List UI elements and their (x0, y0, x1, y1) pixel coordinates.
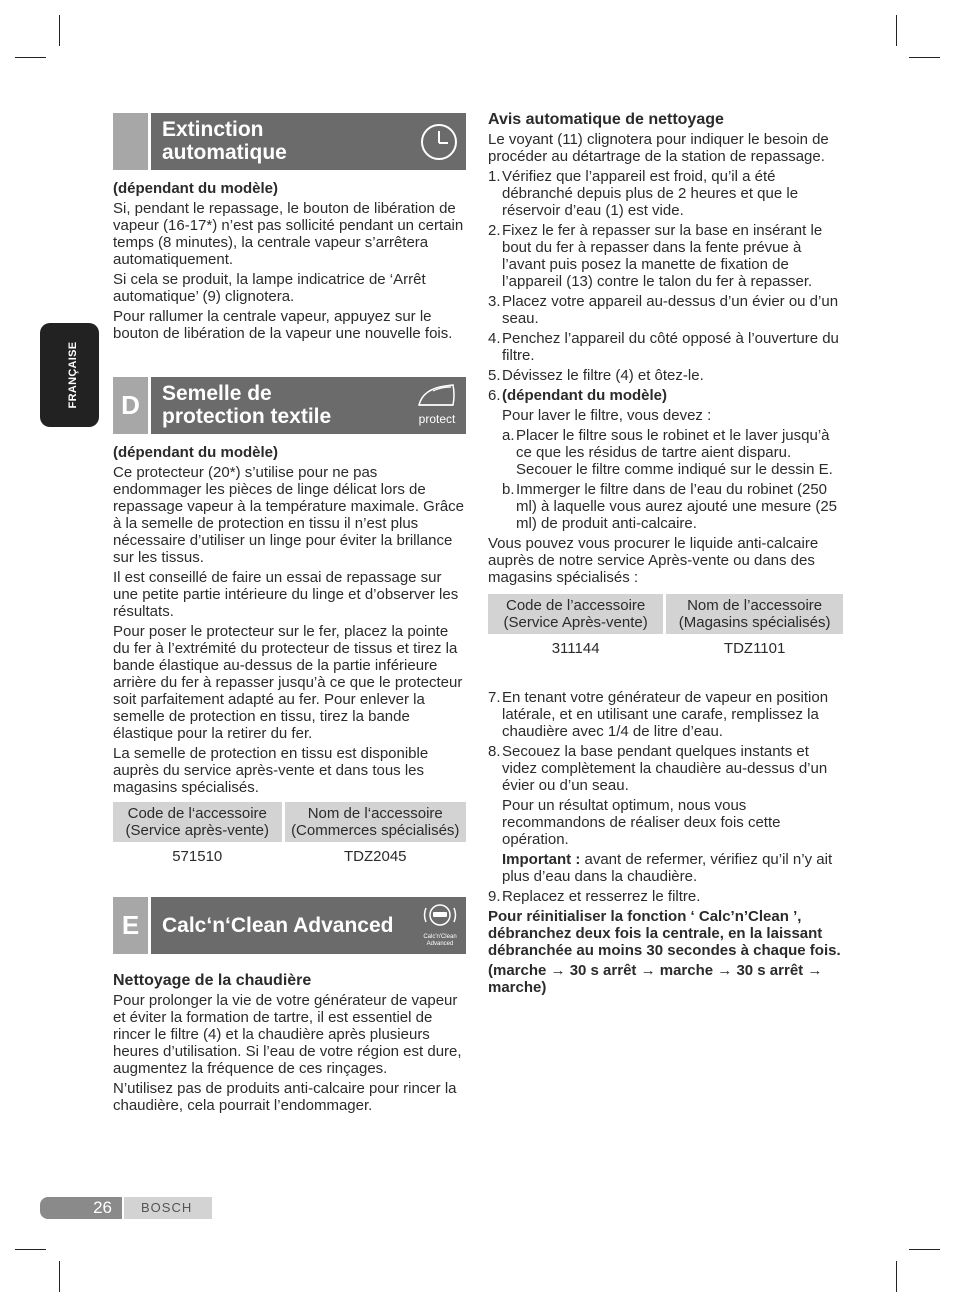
list-item (488, 888, 843, 905)
list-text: Replacez et resserrez le filtre. (502, 888, 701, 905)
list-number: 2. (488, 222, 501, 239)
reset-sequence: (marche → 30 s arrêt → marche → 30 s arrêt → marche) (488, 962, 823, 996)
list-item (488, 387, 843, 404)
list-text: Placer le filtre sous le robinet et le laver jusqu’à ce que les résidus de tartre aient disparu. Secouer le filtre comme indiqué sur le dessin E. (516, 427, 833, 478)
important-text: avant de refermer, vérifiez qu’il n’y ait plus d’eau dans la chaudière. (502, 851, 833, 885)
list-number: 7. (488, 689, 501, 706)
paragraph: Pour laver le filtre, vous devez : (502, 407, 712, 424)
list-item (488, 367, 843, 384)
section-e-title: Calc‘n‘Clean Advanced (162, 914, 394, 937)
brand-name: BOSCH (124, 1197, 212, 1219)
table-row (488, 634, 843, 663)
model-note: (dépendant du modèle) (113, 180, 278, 197)
left-column (113, 113, 466, 1117)
paragraph: Il est conseillé de faire un essai de repassage sur une petite partie intérieure du linge et d’observer les résultats. (113, 569, 459, 620)
crop-mark (896, 1261, 897, 1292)
crop-mark (896, 15, 897, 46)
table-cell: TDZ1101 (723, 640, 786, 657)
list-number: 4. (488, 330, 501, 347)
paragraph: Ce protecteur (20*) s’utilise pour ne pas endommager les pièces de linge délicat lors de repassage vapeur à la température maximale. Grâce à la semelle de protection en tissu il n’est plus nécessaire d’utiliser un linge pour éviter la brillance sur les tissus. (113, 464, 465, 566)
list-item (488, 222, 843, 290)
paragraph: Le voyant (11) clignotera pour indiquer le besoin de procéder au détartrage de la station de repassage. (488, 131, 829, 165)
section-subtitle: Nettoyage de la chaudière (113, 972, 312, 989)
paragraph: Vous pouvez vous procurer le liquide anti-calcaire auprès de notre service Après-vente ou dans des magasins spécialisés : (488, 535, 819, 586)
list-number: 3. (488, 293, 501, 310)
list-number: 8. (488, 743, 501, 760)
table-cell: 311144 (551, 640, 600, 657)
list-text: Immerger le filtre dans de l’eau du robinet (250 ml) à laquelle vous aurez ajouté une mesure (25 ml) de produit anti-calcaire. (516, 481, 838, 532)
paragraph: Si cela se produit, la lampe indicatrice de ‘Arrêt automatique’ (9) clignotera. (113, 271, 426, 305)
table-row (113, 842, 466, 871)
crop-mark (59, 1261, 60, 1292)
paragraph: Pour poser le protecteur sur le fer, placez la pointe du fer à l’extrémité du protecteur de tissus et tirez la bande élastique au-dessus de la partie inférieure arrière du fer à repasser jusqu’à ce que le protecteur soit parfaitement adapté au fer. Pour enlever la semelle de protection en tissu, tirez la bande élastique pour la retirer du fer. (113, 623, 463, 742)
section-c-letter-block (113, 113, 148, 170)
paragraph: Pour un résultat optimum, nous vous recommandons de réaliser deux fois cette opération. (502, 797, 781, 848)
clock-icon (417, 120, 461, 164)
right-column (488, 111, 843, 999)
important-note (488, 851, 843, 885)
list-item (488, 330, 843, 364)
calc-clean-icon (420, 900, 460, 930)
list-number: 5. (488, 367, 501, 384)
list-number: 6. (488, 387, 501, 404)
list-text: Fixez le fer à repasser sur la base en insérant le bout du fer à repasser dans la fente prévue à l’avant puis posez la manette de fixation de l’appareil (13) contre le talon du fer à repasser. (502, 222, 823, 290)
table-header: Code de l‘accessoire (Service après-vente) (113, 802, 282, 842)
section-d-title-line1: Semelle de (162, 382, 272, 405)
paragraph: La semelle de protection en tissu est disponible auprès du service après-vente et dans tous les magasins spécialisés. (113, 745, 429, 796)
crop-mark (909, 57, 940, 58)
list-letter: b. (502, 481, 515, 498)
calc-clean-label: Advanced (426, 941, 454, 947)
section-subtitle: Avis automatique de nettoyage (488, 111, 724, 128)
calc-clean-badge (418, 900, 462, 948)
footer (40, 1197, 212, 1219)
list-text: Penchez l’appareil du côté opposé à l’ouverture du filtre. (502, 330, 839, 364)
protect-badge (412, 381, 462, 426)
calc-clean-label: Calc'n'Clean (423, 934, 457, 940)
table-cell: 571510 (172, 848, 223, 865)
section-c-title (162, 118, 287, 164)
list-text: Dévissez le filtre (4) et ôtez-le. (502, 367, 704, 384)
protect-label: protect (418, 412, 456, 426)
section-c-title-line1: Extinction (162, 118, 264, 141)
section-d-title-line2: protection textile (162, 405, 332, 428)
list-item (502, 481, 843, 532)
list-text: (dépendant du modèle) (502, 387, 667, 404)
section-d-title (162, 382, 331, 428)
accessory-table (110, 802, 469, 871)
paragraph: Pour prolonger la vie de votre générateur de vapeur et éviter la formation de tartre, il est essentiel de rincer le filtre (4) et la chaudière après plusieurs heures d’utilisation. Si l’eau de votre région est dure, augmentez la fréquence de ces rinçages. (113, 992, 462, 1077)
model-note: (dépendant du modèle) (113, 444, 278, 461)
table-header: Nom de l’accessoire (Magasins spécialisés) (666, 594, 843, 634)
crop-mark (15, 1249, 46, 1250)
important-label: Important : (502, 851, 581, 868)
section-d-letter: D (113, 377, 148, 434)
list-item (488, 743, 843, 794)
table-header: Nom de l‘accessoire (Commerces spécialisés) (285, 802, 467, 842)
paragraph: Si, pendant le repassage, le bouton de libération de vapeur (16-17*) n’est pas sollicité pendant un certain temps (8 minutes), la centrale vapeur s’arrêtera automatiquement. (113, 200, 464, 268)
reset-note: Pour réinitialiser la fonction ‘ Calc’n’Clean ’, débranchez deux fois la centrale, en la laissant débranchée au moins 30 secondes à chaque fois. (488, 908, 841, 959)
section-c-title-bar (151, 113, 466, 170)
page-number: 26 (40, 1197, 122, 1219)
list-text: Vérifiez que l’appareil est froid, qu’il a été débranché depuis plus de 2 heures et que le réservoir d’eau (1) est vide. (502, 168, 799, 219)
section-e-header (113, 897, 466, 954)
section-c-title-line2: automatique (162, 141, 287, 164)
language-tab (40, 323, 99, 427)
section-d-header (113, 377, 466, 434)
list-text: Placez votre appareil au-dessus d’un évier ou d’un seau. (502, 293, 839, 327)
list-letter: a. (502, 427, 515, 444)
crop-mark (909, 1249, 940, 1250)
iron-icon (415, 381, 459, 411)
table-cell: TDZ2045 (343, 848, 407, 865)
list-text: Secouez la base pendant quelques instants et videz complètement la chaudière au-dessus d’un évier ou d’un seau. (502, 743, 828, 794)
list-number: 9. (488, 888, 501, 905)
section-e-letter: E (113, 897, 148, 954)
table-header: Code de l’accessoire (Service Après-vente) (488, 594, 663, 634)
crop-mark (15, 57, 46, 58)
language-tab-label: FRANÇAISE (67, 341, 79, 409)
list-text: En tenant votre générateur de vapeur en position latérale, et en utilisant une carafe, remplissez la chaudière avec 1/4 de litre d’eau. (502, 689, 829, 740)
list-item (488, 293, 843, 327)
list-item (488, 689, 843, 740)
paragraph: Pour rallumer la centrale vapeur, appuyez sur le bouton de libération de la vapeur une nouvelle fois. (113, 308, 453, 342)
section-d-title-bar (151, 377, 466, 434)
section-e-title-bar (151, 897, 466, 954)
accessory-table (485, 594, 846, 663)
paragraph: N’utilisez pas de produits anti-calcaire pour rincer la chaudière, cela pourrait l’endommager. (113, 1080, 457, 1114)
crop-mark (59, 15, 60, 46)
section-c-header (113, 113, 466, 170)
list-item (502, 427, 843, 478)
list-item (488, 168, 843, 219)
list-number: 1. (488, 168, 501, 185)
